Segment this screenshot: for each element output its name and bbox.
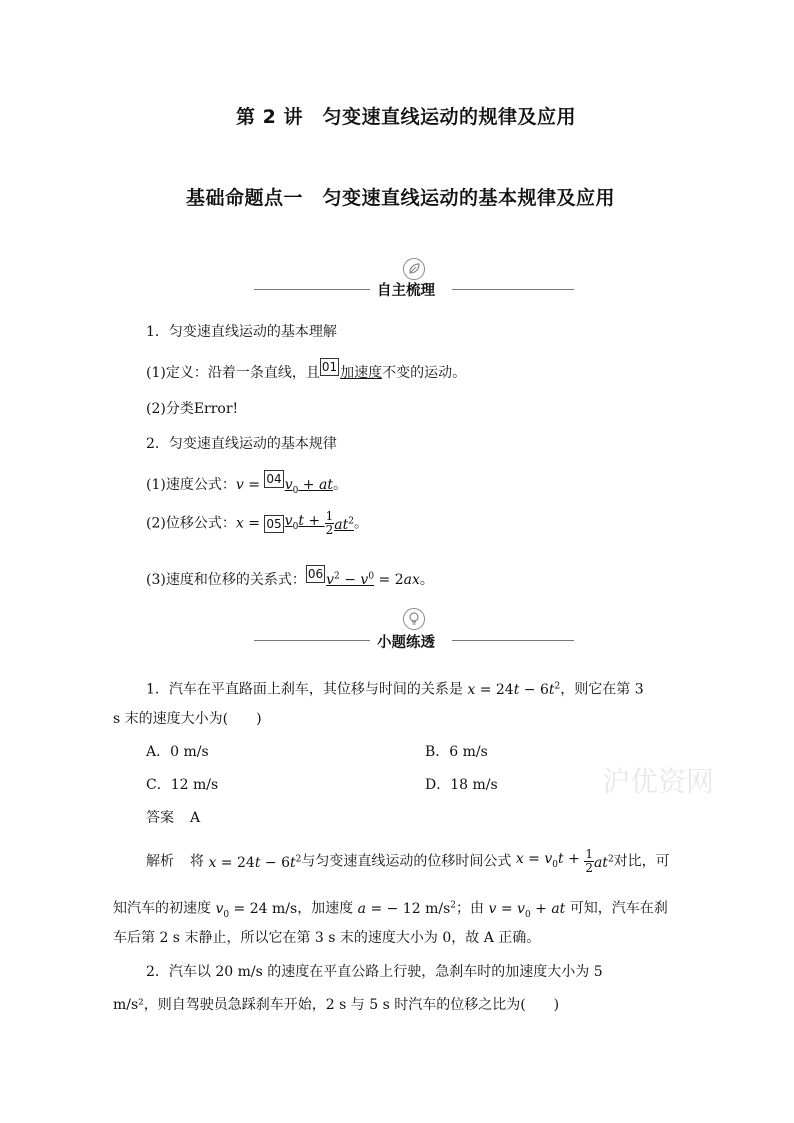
- analysis-line1: 解析 将 $x = 24t - 6t^2$与匀变速直线运动的位移时间公式 $x = v_0t$ + $\frac{1}{2}$ $at^2$对比，可: [146, 847, 670, 875]
- q1-stem-text-2: ，则它在第 3: [560, 681, 644, 698]
- q2-stem-line1: 2．汽车以 20 m/s 的速度在平直公路上行驶，急刹车时的加速度大小为 5: [146, 964, 603, 980]
- definition-line: [146, 358, 466, 383]
- analysis-line3: 车后第 2 s 末静止，所以它在第 3 s 末的速度大小为 0，故 A 正确。: [113, 930, 541, 946]
- acceleration-value: a = − 12 $m/s^2$: [357, 900, 456, 917]
- q1-stem-text: 1．汽车在平直路面上刹车，其位移与时间的关系是: [146, 681, 468, 698]
- q2-stem-line2: m/s²，则自驾驶员急踩刹车开始，2 s 与 5 s 时汽车的位移之比为( ): [113, 997, 560, 1013]
- velocity-label: (1)速度公式：: [146, 477, 236, 493]
- relation-formula: $v^2 - v^0$: [326, 571, 375, 588]
- option-d: D．18 m/s: [425, 777, 498, 793]
- q1-equation: $x = 24t - 6t^2$: [467, 681, 561, 698]
- answer-box-04: 04: [266, 472, 282, 486]
- analysis-equation: $x = 24t - 6t^2$: [208, 854, 302, 872]
- review-heading-2: 2．匀变速直线运动的基本规律: [146, 436, 337, 452]
- q1-stem-line2: s 末的速度大小为( ): [113, 711, 262, 727]
- topic-subtitle: 基础命题点一 匀变速直线运动的基本规律及应用: [186, 187, 616, 209]
- section-heading-practice: 小题练透: [377, 635, 435, 651]
- divider-left: [254, 289, 370, 290]
- leaf-icon: [403, 258, 425, 280]
- definition-answer: 加速度: [340, 365, 383, 381]
- divider-right-2: [452, 640, 574, 641]
- analysis-text-b: 与匀变速直线运动的位移时间公式: [301, 853, 516, 870]
- relation-label: (3)速度和位移的关系式：: [146, 572, 306, 588]
- classification-line: (2)分类Error!: [146, 401, 239, 417]
- divider-left-2: [254, 640, 370, 641]
- analysis-label: 解析: [146, 853, 174, 870]
- velocity-formula-line: (1)速度公式：v = 04 $v_0$ + at。: [146, 472, 347, 496]
- divider-right: [452, 289, 574, 290]
- answer-box-06: 06: [307, 567, 324, 581]
- relation-formula-line: (3)速度和位移的关系式： 06 $v^2 - v^0 = 2ax$。: [146, 567, 434, 588]
- definition-end: 不变的运动。: [382, 365, 467, 381]
- answer-label: 答案: [146, 810, 174, 826]
- displacement-formula: $v_0t$ +: [284, 512, 325, 532]
- answer-line: [146, 808, 200, 828]
- option-a: A．0 m/s: [146, 744, 209, 760]
- option-c: C．12 m/s: [146, 777, 219, 793]
- lecture-title: 第 2 讲 匀变速直线运动的规律及应用: [236, 106, 576, 128]
- analysis-text-f: ；由: [456, 900, 489, 917]
- analysis-text-e: ，加速度: [297, 900, 358, 917]
- displacement-lhs: x =: [235, 515, 265, 532]
- analysis-line2: [113, 895, 668, 924]
- analysis-half-fraction: $\frac{1}{2}$: [585, 847, 593, 875]
- displacement-label: (2)位移公式：: [146, 515, 236, 532]
- analysis-text-c: 对比，可: [613, 853, 670, 870]
- bulb-icon: [403, 608, 425, 630]
- answer-value: A: [190, 810, 201, 826]
- velocity-formula: $v_0$ + at: [284, 477, 333, 496]
- answer-box-05: 05: [266, 516, 282, 531]
- answer-box-01: 01: [321, 360, 338, 374]
- watermark: 沪优资网: [602, 765, 715, 798]
- analysis-text-g: 可知，汽车在刹: [569, 900, 668, 917]
- section-heading-review: 自主梳理: [377, 283, 435, 299]
- velocity-relation: $v = v_0$ + at: [488, 900, 566, 920]
- half-fraction: $\frac{1}{2}$: [325, 509, 334, 537]
- review-heading-1: 1．匀变速直线运动的基本理解: [146, 324, 337, 340]
- displacement-formula-line: (2)位移公式：x = 05 $v_0t$ + $\frac{1}{2}$ $at^2$。: [146, 509, 368, 537]
- option-b: B．6 m/s: [425, 744, 488, 760]
- velocity-lhs: v =: [235, 477, 265, 493]
- q1-stem-line1: [146, 676, 644, 700]
- definition-text: (1)定义：沿着一条直线，且: [146, 365, 320, 381]
- initial-velocity: $v_0 = 24$ m/s: [215, 900, 298, 920]
- analysis-text-a: 将: [190, 853, 209, 870]
- analysis-text-d: 知汽车的初速度: [113, 900, 216, 917]
- analysis-formula: $x = v_0t$ +: [515, 850, 585, 870]
